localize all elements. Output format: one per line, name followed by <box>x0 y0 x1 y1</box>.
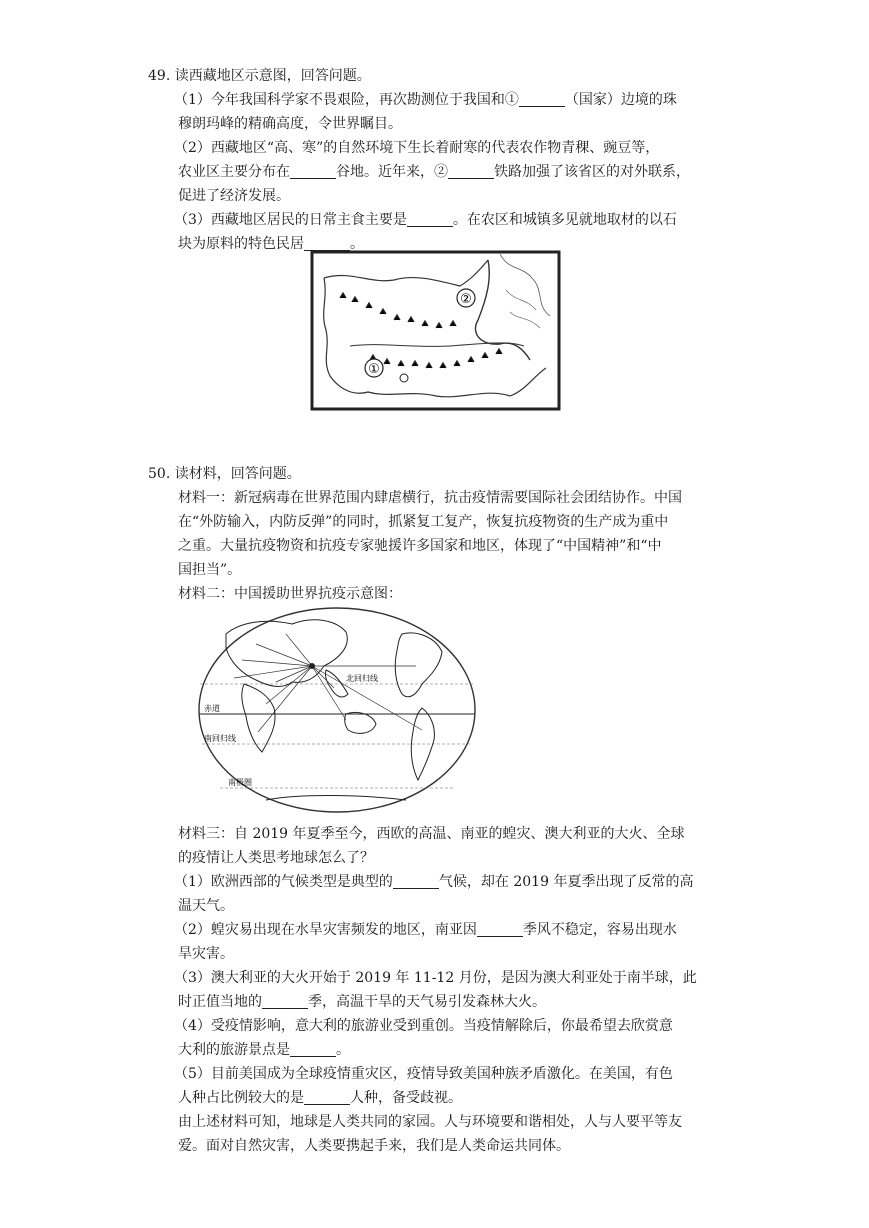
material-2-caption: 材料二：中国援助世界抗疫示意图： <box>178 586 402 602</box>
q50-part1-line2: 温天气。 <box>178 898 234 914</box>
material-1-line1: 材料一：新冠病毒在世界范围内肆虐横行，抗击疫情需要国际社会团结协作。中国 <box>178 490 682 506</box>
q49-part2-line1: （2）西藏地区“高、寒”的自然环境下生长着耐寒的代表农作物青稞、豌豆等， <box>174 140 660 156</box>
q49-part1-line2: 穆朗玛峰的精确高度，令世界瞩目。 <box>178 116 402 132</box>
q50-part1-line1 <box>174 872 693 892</box>
material-3-line2: 的疫情让人类思考地球怎么了？ <box>178 850 374 866</box>
q49-part2-line2 <box>178 162 690 182</box>
conclusion-line1: 由上述材料可知，地球是人类共同的家园。人与环境要和谐相处，人与人要平等友 <box>178 1114 682 1130</box>
conclusion-line2: 爱。面对自然灾害，人类要携起手来，我们是人类命运共同体。 <box>178 1138 570 1154</box>
text: 人种占比例较大的是 <box>178 1090 304 1106</box>
antarctic-circle-label: 南极圈 <box>228 778 252 787</box>
text: 。 <box>336 1042 350 1058</box>
q49-part2-line3: 促进了经济发展。 <box>178 188 290 204</box>
tibet-map <box>310 250 562 412</box>
answer-blank[interactable] <box>304 1090 350 1105</box>
text: 。 <box>350 236 364 252</box>
answer-blank[interactable] <box>448 164 494 179</box>
q49-part3-line1 <box>174 210 677 230</box>
material-1-line2: 在“外防输入，内防反弹”的同时，抓紧复工复产，恢复抗疫物资的生产成为重中 <box>178 514 669 530</box>
q50-part3-line2 <box>178 992 546 1012</box>
q50-part5-line2 <box>178 1088 462 1108</box>
answer-blank[interactable] <box>262 994 308 1009</box>
answer-blank[interactable] <box>519 92 565 107</box>
text: （3）西藏地区居民的日常主食主要是 <box>174 212 407 228</box>
q50-part3-line1: （3）澳大利亚的大火开始于 2019 年 11-12 月份，是因为澳大利亚处于南半球，此 <box>174 970 697 986</box>
map-label-1: ① <box>368 362 380 377</box>
equator-label: 赤道 <box>204 704 220 713</box>
text: 时正值当地的 <box>178 994 262 1010</box>
material-1-line4: 国担当”。 <box>178 562 242 578</box>
q50-part2-line1 <box>174 920 677 940</box>
text: 农业区主要分布在 <box>178 164 290 180</box>
text: （1）欧洲西部的气候类型是典型的 <box>174 874 393 890</box>
tropic-of-capricorn-label: 南回归线 <box>204 734 236 743</box>
tropic-of-cancer-label: 北回归线 <box>346 674 378 683</box>
question-49-title: 49. 读西藏地区示意图，回答问题。 <box>148 68 371 84</box>
answer-blank[interactable] <box>290 1042 336 1057</box>
material-1-line3: 之重。大量抗疫物资和抗疫专家驰援许多国家和地区，体现了“中国精神”和“中 <box>178 538 662 554</box>
text: 铁路加强了该省区的对外联系， <box>494 164 690 180</box>
china-origin-point <box>309 663 315 669</box>
q50-part5-line1: （5）目前美国成为全球疫情重灾区，疫情导致美国种族矛盾激化。在美国，有色 <box>174 1066 673 1082</box>
text: 。在农区和城镇多见就地取材的以石 <box>452 212 677 228</box>
q50-part4-line2 <box>178 1040 350 1060</box>
q49-part1-line1 <box>174 90 677 110</box>
q50-part4-line1: （4）受疫情影响，意大利的旅游业受到重创。当疫情解除后，你最希望去欣赏意 <box>174 1018 673 1034</box>
map-label-2: ② <box>460 292 472 307</box>
text: 气候，却在 2019 年夏季出现了反常的高 <box>438 874 694 890</box>
answer-blank[interactable] <box>393 874 439 889</box>
text: 块为原料的特色民居 <box>178 236 304 252</box>
answer-blank[interactable] <box>290 164 336 179</box>
answer-blank[interactable] <box>477 922 523 937</box>
answer-blank[interactable] <box>407 212 453 227</box>
material-3-line1: 材料三：自 2019 年夏季至今，西欧的高温、南亚的蝗灾、澳大利亚的大火、全球 <box>178 826 685 842</box>
text: 季风不稳定，容易出现水 <box>522 922 677 938</box>
text: （1）今年我国科学家不畏艰险，再次勘测位于我国和① <box>174 92 519 108</box>
text: （国家）边境的珠 <box>564 92 677 108</box>
question-50-title: 50. 读材料，回答问题。 <box>148 466 301 482</box>
answer-blank[interactable] <box>304 236 350 251</box>
text: （2）蝗灾易出现在水旱灾害频发的地区，南亚因 <box>174 922 477 938</box>
world-aid-map <box>196 604 478 816</box>
text: 季，高温干旱的天气易引发森林大火。 <box>308 994 546 1010</box>
text: 大利的旅游景点是 <box>178 1042 290 1058</box>
q50-part2-line2: 旱灾害。 <box>178 946 234 962</box>
text: 人种，备受歧视。 <box>350 1090 462 1106</box>
text: 谷地。近年来，② <box>336 164 448 180</box>
